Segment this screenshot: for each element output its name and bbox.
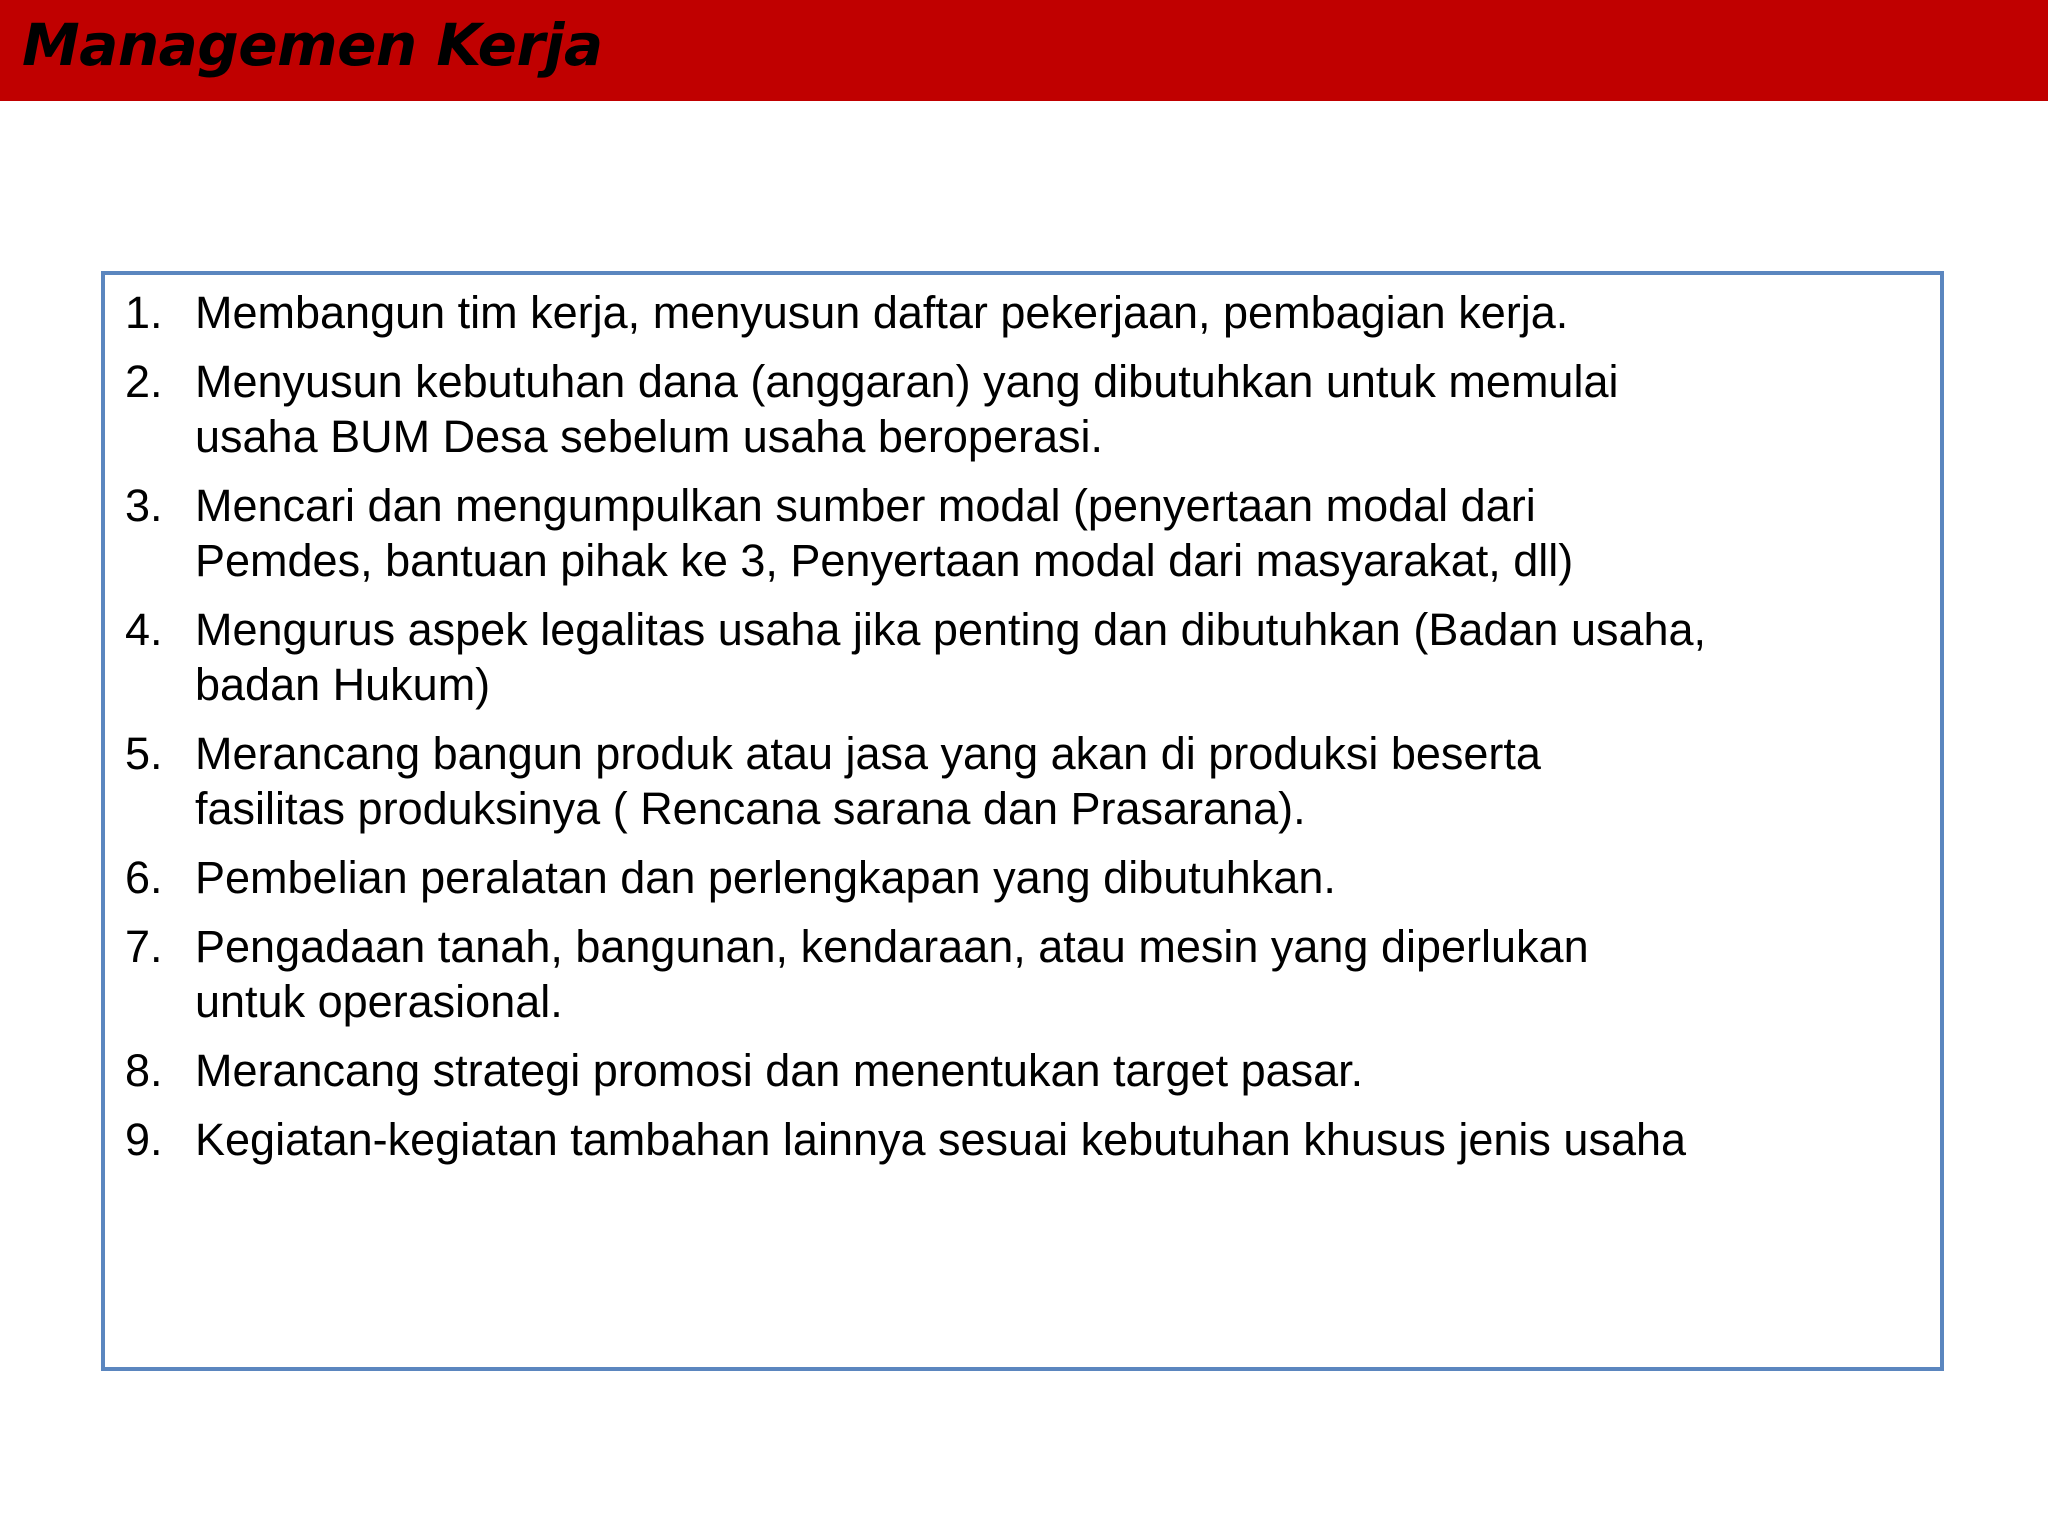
- list-item-text: Mengurus aspek legalitas usaha jika penting dan dibutuhkan (Badan usaha, badan Hukum): [195, 604, 1707, 710]
- list-item-text: Kegiatan-kegiatan tambahan lainnya sesuai kebutuhan khusus jenis usaha: [195, 1114, 1687, 1165]
- list-item: [125, 850, 1925, 905]
- title-bar: [0, 0, 2048, 101]
- slide-title: Managemen Kerja: [22, 11, 603, 79]
- list-item: [125, 1043, 1925, 1098]
- list-item: [125, 285, 1925, 340]
- list-item: [125, 726, 1925, 836]
- task-list: [125, 285, 1925, 1181]
- list-item-number: 3.: [125, 480, 163, 531]
- content-box: [101, 271, 1944, 1371]
- list-item-text: Pengadaan tanah, bangunan, kendaraan, atau mesin yang diperlukan untuk operasional.: [195, 921, 1589, 1027]
- list-item-number: 4.: [125, 604, 163, 655]
- list-item: [125, 1112, 1925, 1167]
- list-item-text: Pembelian peralatan dan perlengkapan yang dibutuhkan.: [195, 852, 1336, 903]
- list-item-number: 6.: [125, 852, 163, 903]
- list-item-number: 1.: [125, 287, 163, 338]
- list-item: [125, 354, 1925, 464]
- list-item-number: 7.: [125, 921, 163, 972]
- list-item-number: 2.: [125, 356, 163, 407]
- list-item: [125, 602, 1925, 712]
- list-item-text: Merancang bangun produk atau jasa yang akan di produksi beserta fasilitas produksinya ( Rencana sarana dan Prasarana).: [195, 728, 1541, 834]
- list-item: [125, 478, 1925, 588]
- list-item-text: Mencari dan mengumpulkan sumber modal (penyertaan modal dari Pemdes, bantuan pihak ke 3, Penyertaan modal dari masyarakat, dll): [195, 480, 1574, 586]
- list-item-number: 9.: [125, 1114, 163, 1165]
- list-item-text: Membangun tim kerja, menyusun daftar pekerjaan, pembagian kerja.: [195, 287, 1569, 338]
- list-item-text: Merancang strategi promosi dan menentukan target pasar.: [195, 1045, 1364, 1096]
- list-item-number: 5.: [125, 728, 163, 779]
- list-item-text: Menyusun kebutuhan dana (anggaran) yang dibutuhkan untuk memulai usaha BUM Desa sebelum usaha beroperasi.: [195, 356, 1619, 462]
- list-item-number: 8.: [125, 1045, 163, 1096]
- list-item: [125, 919, 1925, 1029]
